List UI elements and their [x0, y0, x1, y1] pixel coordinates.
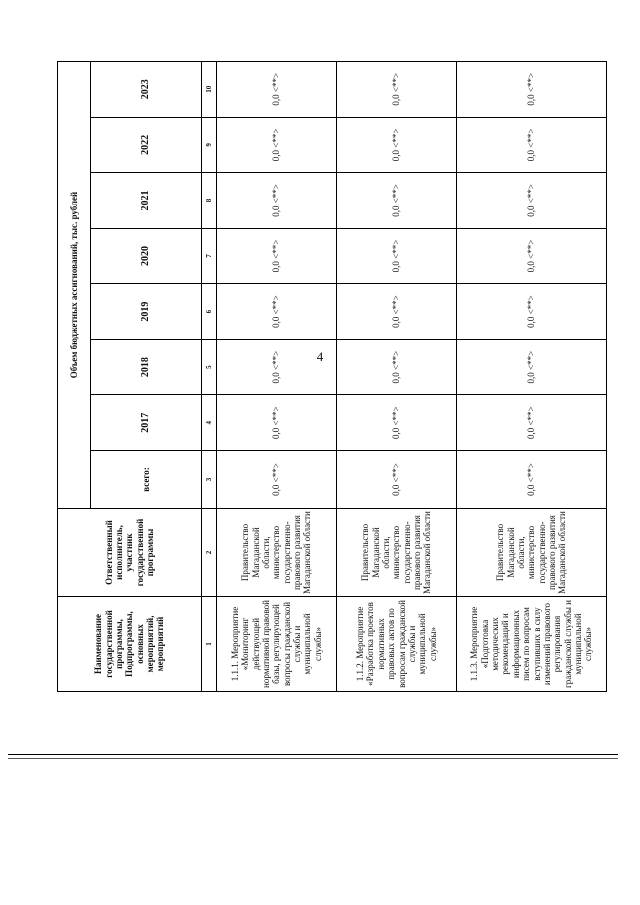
- row-year-value: 0,0 <**>: [457, 395, 607, 451]
- row-year-value: 0,0 <**>: [337, 228, 457, 284]
- budget-table: [57, 61, 607, 692]
- table-row: [457, 61, 607, 691]
- row-year-value: 0,0 <**>: [337, 284, 457, 340]
- header-year: 2018: [91, 339, 202, 395]
- column-number: 2: [202, 509, 217, 597]
- row-year-value: 0,0 <**>: [217, 284, 337, 340]
- header-name: Наименование государственной программы, Подпрограммы, основных мероприятий, мероприятий: [58, 597, 202, 692]
- page-bottom-rule: [8, 754, 618, 755]
- row-year-value: 0,0 <**>: [337, 117, 457, 173]
- row-year-value: 0,0 <**>: [457, 117, 607, 173]
- row-year-value: 0,0 <**>: [217, 228, 337, 284]
- row-year-value: 0,0 <**>: [217, 117, 337, 173]
- header-year: 2021: [91, 173, 202, 229]
- row-year-value: 0,0 <**>: [457, 173, 607, 229]
- row-year-value: 0,0 <**>: [217, 61, 337, 117]
- column-number: 9: [202, 117, 217, 173]
- row-executor: Правительство Магаданской области, министерство государственно-правового развития Магаданской области: [337, 509, 457, 597]
- table-row: [217, 61, 337, 691]
- column-number: 5: [202, 339, 217, 395]
- header-row-1: [58, 61, 91, 691]
- header-year: 2020: [91, 228, 202, 284]
- column-number: 7: [202, 228, 217, 284]
- row-name: 1.1.2. Мероприятие «Разработка проектов нормативных правовых актов по вопросам гражданской службы и муниципальной службы»: [337, 597, 457, 692]
- header-year: 2022: [91, 117, 202, 173]
- header-year: 2023: [91, 61, 202, 117]
- row-year-value: 0,0 <**>: [457, 228, 607, 284]
- header-executor: Ответственный исполнитель, участник государственной программы: [58, 509, 202, 597]
- column-number: 10: [202, 61, 217, 117]
- table-row: [337, 61, 457, 691]
- row-executor: Правительство Магаданской области, министерство государственно-правового развития Магаданской области: [457, 509, 607, 597]
- row-year-value: 0,0 <**>: [337, 395, 457, 451]
- header-budget-group: Объем бюджетных ассигнований, тыс. рублей: [58, 61, 91, 508]
- row-year-value: 0,0 <**>: [457, 284, 607, 340]
- row-year-value: 0,0 <**>: [217, 395, 337, 451]
- column-number: 6: [202, 284, 217, 340]
- row-year-value: 0,0 <**>: [217, 339, 337, 395]
- page-number: 4: [316, 349, 324, 364]
- column-number: 4: [202, 395, 217, 451]
- header-total: всего:: [91, 451, 202, 509]
- column-number: 8: [202, 173, 217, 229]
- row-year-value: 0,0 <**>: [337, 339, 457, 395]
- header-year: 2019: [91, 284, 202, 340]
- row-year-value: 0,0 <**>: [337, 61, 457, 117]
- page-bottom-rule-thin: [8, 758, 618, 759]
- row-total-value: 0,0 <**>: [457, 451, 607, 509]
- header-year: 2017: [91, 395, 202, 451]
- column-number: 1: [202, 597, 217, 692]
- row-name: 1.1.1. Мероприятие «Мониторинг действующей нормативной правовой базы, регулирующей вопросы гражданской службы и муниципальной службы»: [217, 597, 337, 692]
- row-total-value: 0,0 <**>: [337, 451, 457, 509]
- row-year-value: 0,0 <**>: [457, 339, 607, 395]
- row-year-value: 0,0 <**>: [217, 173, 337, 229]
- rotated-table-wrapper: [57, 62, 607, 692]
- column-number: 3: [202, 451, 217, 509]
- row-total-value: 0,0 <**>: [217, 451, 337, 509]
- column-number-row: [202, 61, 217, 691]
- row-year-value: 0,0 <**>: [457, 61, 607, 117]
- row-name: 1.1.3. Мероприятие «Подготовка методических рекомендаций и информационных писем по вопросам вступивших в силу изменений правового регулирования гражданской службы и муниципальной службы»: [457, 597, 607, 692]
- row-year-value: 0,0 <**>: [337, 173, 457, 229]
- row-executor: Правительство Магаданской области, министерство государственно-правового развития Магаданской области: [217, 509, 337, 597]
